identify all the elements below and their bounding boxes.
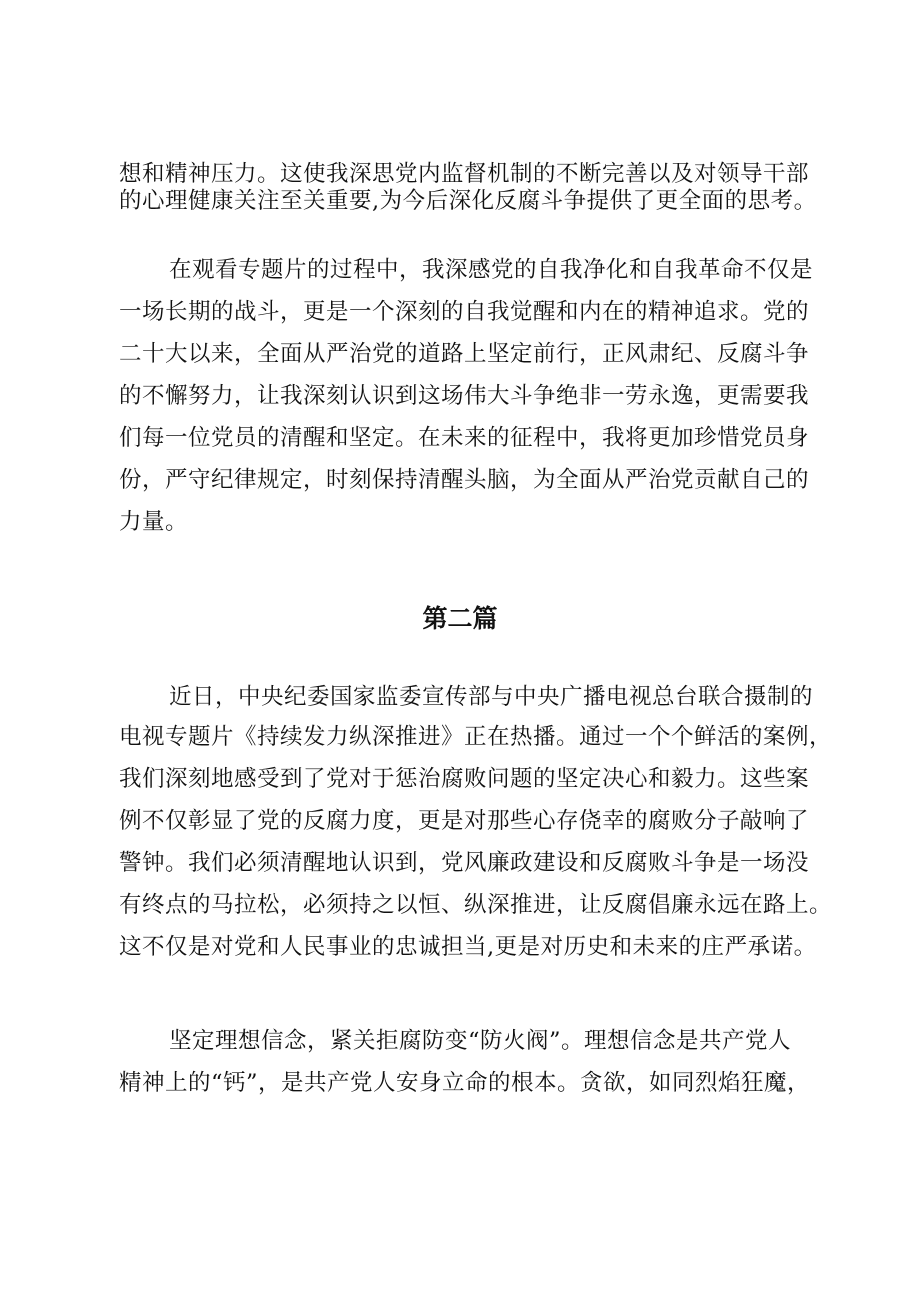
text-line: 有终点的马拉松，必须持之以恒、纵深推进，让反腐倡廉永远在路上。 (119, 892, 833, 918)
text-line: 在观看专题片的过程中，我深感党的自我净化和自我革命不仅是 (169, 257, 814, 283)
text-line: 我们深刻地感受到了党对于惩治腐败问题的坚定决心和毅力。这些案 (119, 766, 810, 792)
text-line: 精神上的“钙”，是共产党人安身立命的根本。贪欲，如同烈焰狂魔， (119, 1070, 811, 1096)
text-line: 想和精神压力。这使我深思党内监督机制的不断完善以及对领导干部 (119, 161, 810, 187)
text-line: 近日，中央纪委国家监委宣传部与中央广播电视总台联合摄制的 (169, 684, 814, 710)
text-line: 们每一位党员的清醒和坚定。在未来的征程中，我将更加珍惜党员身 (119, 425, 810, 451)
text-line: 份，严守纪律规定，时刻保持清醒头脑，为全面从严治党贡献自己的 (119, 467, 810, 493)
text-line: 这不仅是对党和人民事业的忠诚担当,更是对历史和未来的庄严承诺。 (119, 934, 817, 960)
text-line: 例不仅彰显了党的反腐力度，更是对那些心存侥幸的腐败分子敲响了 (119, 808, 810, 834)
text-line: 二十大以来，全面从严治党的道路上坚定前行，正风肃纪、反腐斗争 (119, 341, 810, 367)
text-line: 的心理健康关注至关重要,为今后深化反腐斗争提供了更全面的思考。 (119, 188, 817, 214)
text-line: 的不懈努力，让我深刻认识到这场伟大斗争绝非一劳永逸，更需要我 (119, 383, 810, 409)
text-line: 警钟。我们必须清醒地认识到，党风廉政建设和反腐败斗争是一场没 (119, 850, 810, 876)
section-title: 第二篇 (422, 604, 498, 633)
text-line: 电视专题片《持续发力纵深推进》正在热播。通过一个个鲜活的案例， (119, 724, 833, 750)
text-line: 一场长期的战斗，更是一个深刻的自我觉醒和内在的精神追求。党的 (119, 299, 810, 325)
text-line: 坚定理想信念，紧关拒腐防变“防火阀”。理想信念是共产党人 (169, 1028, 792, 1054)
text-line: 力量。 (119, 509, 189, 535)
